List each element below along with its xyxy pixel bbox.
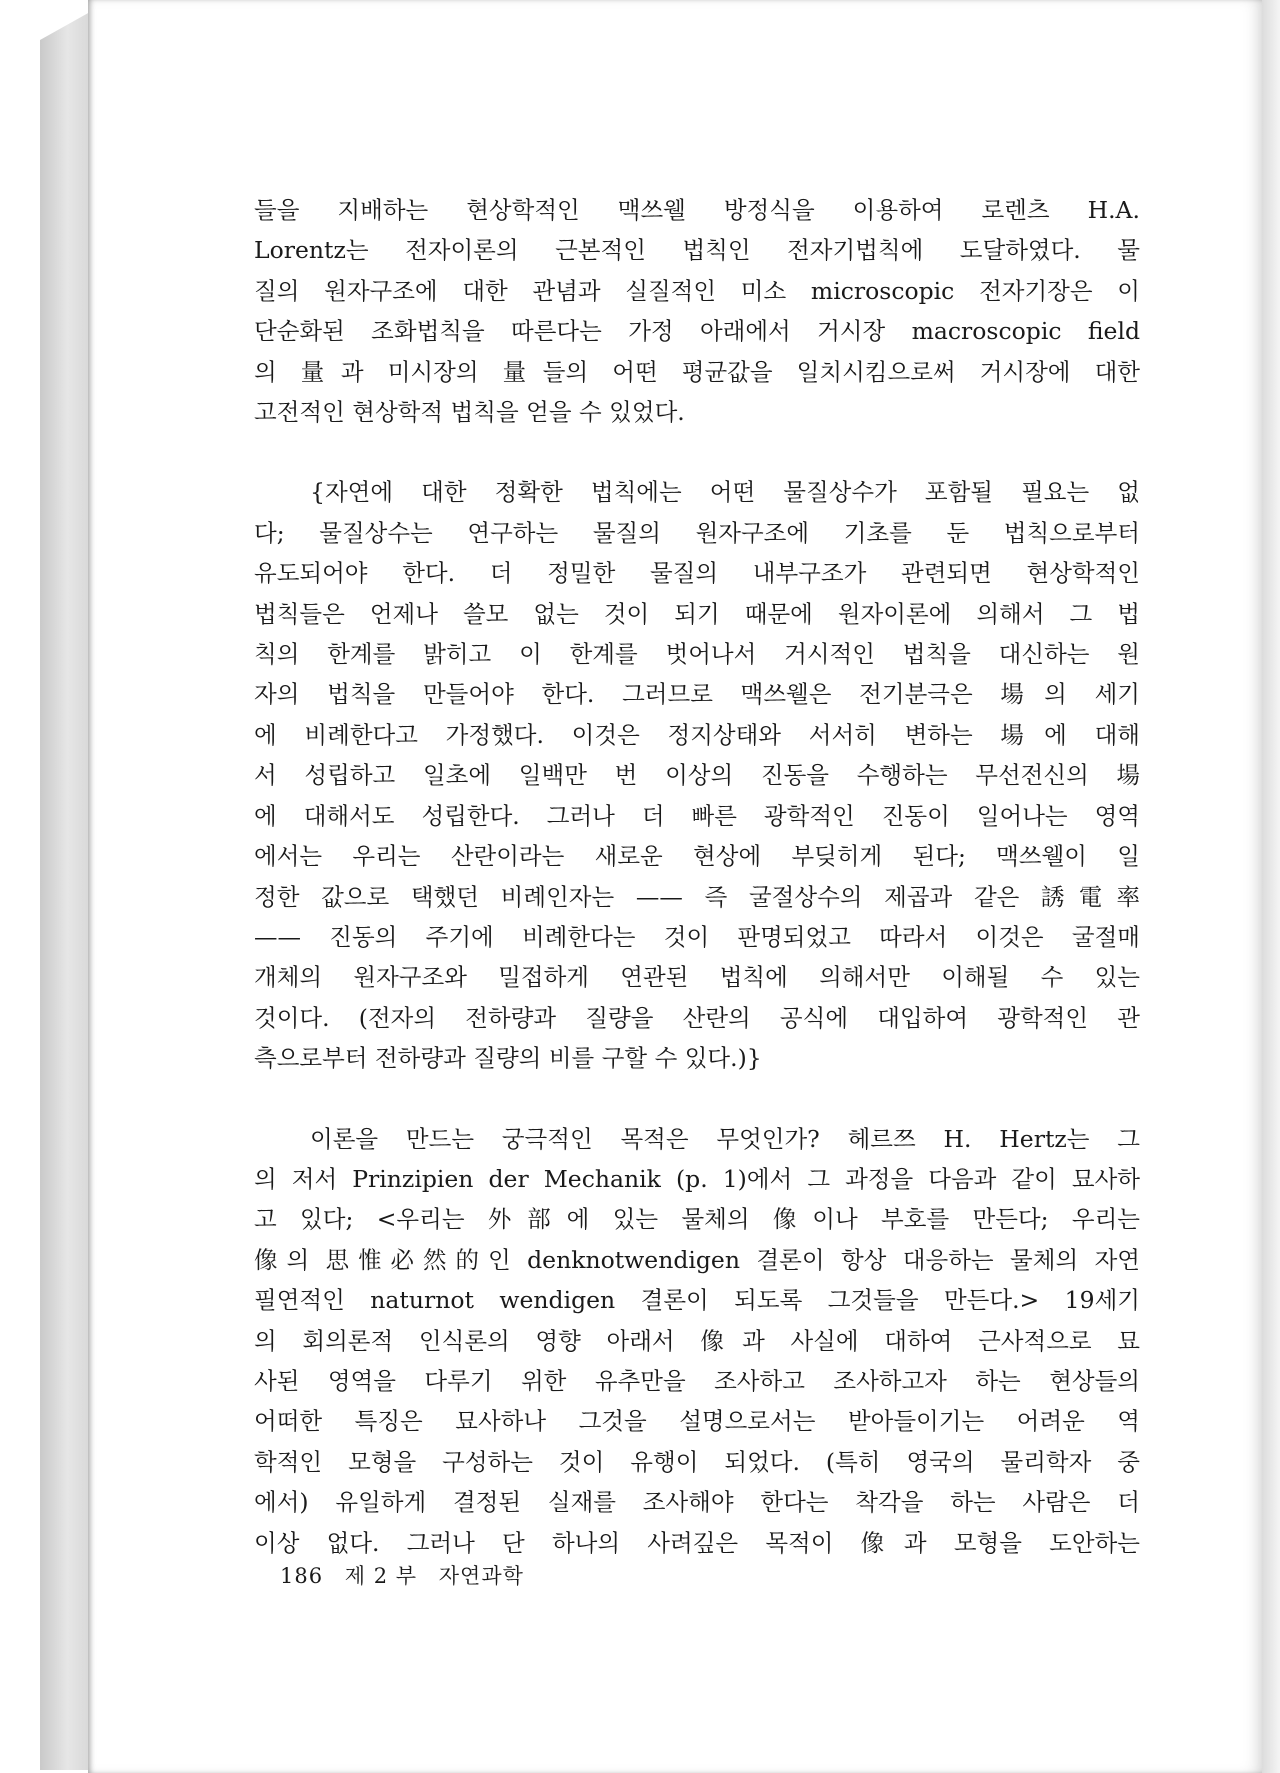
text-line: 다; 물질상수는 연구하는 물질의 원자구조에 기초를 둔 법칙으로부터 [254, 518, 1140, 547]
text-line: Lorentz는 전자이론의 근본적인 법칙인 전자기법칙에 도달하였다. 물 [254, 236, 1140, 265]
text-line: 이상 없다. 그러나 단 하나의 사려깊은 목적이 像과 모형을 도안하는 [254, 1528, 1140, 1557]
text-line: —— 진동의 주기에 비례한다는 것이 판명되었고 따라서 이것은 굴절매 [254, 922, 1140, 951]
text-line: 이론을 만드는 궁극적인 목적은 무엇인가? 헤르쯔 H. Hertz는 그 [310, 1124, 1140, 1153]
page-footer [280, 1560, 538, 1590]
page-number: 186 [280, 1564, 324, 1588]
text-line: 정한 값으로 택했던 비례인자는 —— 즉 굴절상수의 제곱과 같은 誘電率 [254, 882, 1140, 911]
text-line: 고 있다; <우리는 外部에 있는 물체의 像이나 부호를 만든다; 우리는 [254, 1205, 1140, 1234]
part-label: 제 2 부 [344, 1564, 418, 1588]
book-spine [40, 12, 90, 1770]
text-line: 자의 법칙을 만들어야 한다. 그러므로 맥쓰웰은 전기분극은 場의 세기 [254, 680, 1140, 709]
text-line: 의 量과 미시장의 量들의 어떤 평균값을 일치시킴으로써 거시장에 대한 [254, 357, 1140, 386]
text-line: 의 회의론적 인식론의 영향 아래서 像과 사실에 대하여 근사적으로 묘 [254, 1326, 1140, 1355]
section-label: 자연과학 [438, 1564, 524, 1588]
text-line: 유도되어야 한다. 더 정밀한 물질의 내부구조가 관련되면 현상학적인 [254, 559, 1140, 588]
paragraph-2 [254, 472, 1140, 1078]
text-line: 질의 원자구조에 대한 관념과 실질적인 미소 microscopic 전자기장은 이 [254, 276, 1140, 305]
text-line: 학적인 모형을 구성하는 것이 유행이 되었다. (특히 영국의 물리학자 중 [254, 1447, 1140, 1476]
text-line: 법칙들은 언제나 쓸모 없는 것이 되기 때문에 원자이론에 의해서 그 법 [254, 599, 1140, 628]
text-line: 들을 지배하는 현상학적인 맥쓰웰 방정식을 이용하여 로렌츠 H.A. [254, 196, 1140, 224]
page-edge [1262, 0, 1280, 1773]
text-line: 것이다. (전자의 전하량과 질량을 산란의 공식에 대입하여 광학적인 관 [254, 1003, 1140, 1032]
text-line: 개체의 원자구조와 밀접하게 연관된 법칙에 의해서만 이해될 수 있는 [254, 963, 1140, 992]
text-line: 像의 思惟必然的인 denknotwendigen 결론이 항상 대응하는 물체의 자연 [254, 1245, 1140, 1274]
text-line: 에 대해서도 성립한다. 그러나 더 빠른 광학적인 진동이 일어나는 영역 [254, 801, 1140, 830]
text-line: 서 성립하고 일초에 일백만 번 이상의 진동을 수행하는 무선전신의 場 [254, 761, 1140, 790]
paragraph-1 [254, 190, 1140, 432]
text-line: 의 저서 Prinzipien der Mechanik (p. 1)에서 그 과정을 다음과 같이 묘사하 [254, 1164, 1140, 1193]
text-line: {자연에 대한 정확한 법칙에는 어떤 물질상수가 포함될 필요는 없 [310, 478, 1140, 507]
text-line: 칙의 한계를 밝히고 이 한계를 벗어나서 거시적인 법칙을 대신하는 원 [254, 640, 1140, 669]
text-line: 어떠한 특징은 묘사하나 그것을 설명으로서는 받아들이기는 어려운 역 [254, 1407, 1140, 1436]
text-line: 필연적인 naturnot wendigen 결론이 되도록 그것들을 만든다.> 19세기 [254, 1286, 1140, 1315]
paragraph-3 [254, 1119, 1140, 1563]
text-line: 사된 영역을 다루기 위한 유추만을 조사하고 조사하고자 하는 현상들의 [254, 1366, 1140, 1395]
text-line: 측으로부터 전하량과 질량의 비를 구할 수 있다.)} [254, 1044, 762, 1073]
body-text [254, 190, 1140, 1563]
text-line: 에서는 우리는 산란이라는 새로운 현상에 부딪히게 된다; 맥쓰웰이 일 [254, 842, 1140, 871]
text-line: 에서) 유일하게 결정된 실재를 조사해야 한다는 착각을 하는 사람은 더 [254, 1488, 1140, 1517]
text-line: 에 비례한다고 가정했다. 이것은 정지상태와 서서히 변하는 場에 대해 [254, 720, 1140, 749]
text-line: 고전적인 현상학적 법칙을 얻을 수 있었다. [254, 398, 685, 427]
text-line: 단순화된 조화법칙을 따른다는 가정 아래에서 거시장 macroscopic field [254, 317, 1140, 346]
